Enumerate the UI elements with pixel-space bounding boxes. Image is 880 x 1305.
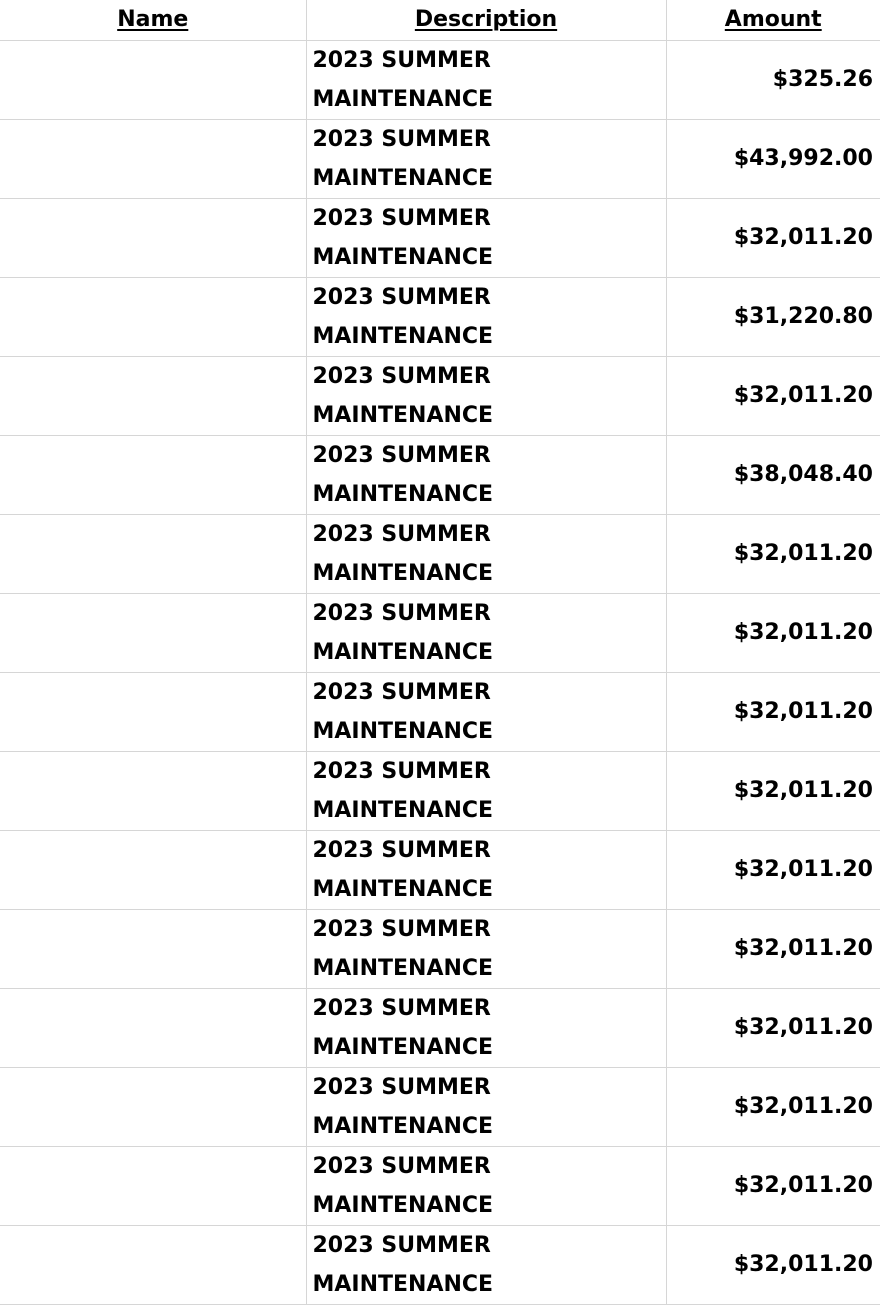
name-cell	[0, 514, 306, 593]
table-row	[0, 356, 880, 435]
description-cell	[306, 1146, 666, 1225]
table-row	[0, 198, 880, 277]
table-row	[0, 593, 880, 672]
description-line-1: 2023 SUMMER	[312, 995, 491, 1021]
description-line-1: 2023 SUMMER	[312, 205, 491, 231]
name-cell	[0, 751, 306, 830]
description-line-1: 2023 SUMMER	[312, 837, 491, 863]
amount-cell: $32,011.20	[666, 1067, 880, 1146]
table-row	[0, 514, 880, 593]
description-line-2: MAINTENANCE	[312, 481, 494, 507]
name-cell	[0, 593, 306, 672]
description-line-2: MAINTENANCE	[312, 1192, 494, 1218]
name-cell	[0, 1146, 306, 1225]
description-line-2: MAINTENANCE	[312, 876, 494, 902]
name-cell	[0, 40, 306, 119]
description-line-2: MAINTENANCE	[312, 1034, 494, 1060]
name-cell	[0, 909, 306, 988]
amount-cell: $38,048.40	[666, 435, 880, 514]
description-cell	[306, 830, 666, 909]
description-cell	[306, 356, 666, 435]
description-cell	[306, 277, 666, 356]
amount-cell: $32,011.20	[666, 198, 880, 277]
amount-cell: $32,011.20	[666, 1146, 880, 1225]
name-column-header: Name	[0, 0, 306, 40]
description-cell	[306, 198, 666, 277]
description-line-2: MAINTENANCE	[312, 797, 494, 823]
description-line-1: 2023 SUMMER	[312, 758, 491, 784]
description-line-2: MAINTENANCE	[312, 1113, 494, 1139]
description-line-2: MAINTENANCE	[312, 244, 494, 270]
description-cell	[306, 909, 666, 988]
description-line-1: 2023 SUMMER	[312, 679, 491, 705]
table-row	[0, 119, 880, 198]
amount-column-header: Amount	[666, 0, 880, 40]
name-cell	[0, 356, 306, 435]
description-cell	[306, 1067, 666, 1146]
table-row	[0, 277, 880, 356]
table-row	[0, 672, 880, 751]
description-line-1: 2023 SUMMER	[312, 442, 491, 468]
name-cell	[0, 988, 306, 1067]
table-row	[0, 1067, 880, 1146]
description-cell	[306, 593, 666, 672]
name-cell	[0, 119, 306, 198]
name-cell	[0, 1225, 306, 1304]
table-row	[0, 40, 880, 119]
description-line-2: MAINTENANCE	[312, 639, 494, 665]
description-cell	[306, 119, 666, 198]
description-line-1: 2023 SUMMER	[312, 1074, 491, 1100]
amount-cell: $325.26	[666, 40, 880, 119]
description-line-1: 2023 SUMMER	[312, 47, 491, 73]
table-row	[0, 909, 880, 988]
description-line-1: 2023 SUMMER	[312, 521, 491, 547]
name-cell	[0, 198, 306, 277]
amount-cell: $32,011.20	[666, 672, 880, 751]
amount-cell: $32,011.20	[666, 1225, 880, 1304]
amount-cell: $32,011.20	[666, 356, 880, 435]
name-cell	[0, 277, 306, 356]
description-line-2: MAINTENANCE	[312, 86, 494, 112]
description-line-2: MAINTENANCE	[312, 402, 494, 428]
description-line-2: MAINTENANCE	[312, 955, 494, 981]
amount-cell: $43,992.00	[666, 119, 880, 198]
table-row	[0, 988, 880, 1067]
description-line-2: MAINTENANCE	[312, 560, 494, 586]
amount-cell: $32,011.20	[666, 830, 880, 909]
description-cell	[306, 1225, 666, 1304]
name-cell	[0, 830, 306, 909]
description-cell	[306, 751, 666, 830]
amount-cell: $32,011.20	[666, 751, 880, 830]
description-line-1: 2023 SUMMER	[312, 600, 491, 626]
description-line-2: MAINTENANCE	[312, 1271, 494, 1297]
description-cell	[306, 672, 666, 751]
description-cell	[306, 514, 666, 593]
description-line-1: 2023 SUMMER	[312, 363, 491, 389]
description-line-1: 2023 SUMMER	[312, 1153, 491, 1179]
amount-cell: $32,011.20	[666, 909, 880, 988]
description-line-2: MAINTENANCE	[312, 718, 494, 744]
description-cell	[306, 40, 666, 119]
description-cell	[306, 435, 666, 514]
description-line-1: 2023 SUMMER	[312, 916, 491, 942]
description-line-1: 2023 SUMMER	[312, 284, 491, 310]
table-row	[0, 751, 880, 830]
table-row	[0, 830, 880, 909]
name-cell	[0, 435, 306, 514]
description-line-2: MAINTENANCE	[312, 323, 494, 349]
table-row	[0, 1225, 880, 1304]
amount-cell: $31,220.80	[666, 277, 880, 356]
description-line-2: MAINTENANCE	[312, 165, 494, 191]
amount-cell: $32,011.20	[666, 988, 880, 1067]
table-row	[0, 435, 880, 514]
amount-cell: $32,011.20	[666, 514, 880, 593]
header-row	[0, 0, 880, 40]
description-line-1: 2023 SUMMER	[312, 126, 491, 152]
table-body	[0, 40, 880, 1304]
description-cell	[306, 988, 666, 1067]
name-cell	[0, 1067, 306, 1146]
table-row	[0, 1146, 880, 1225]
description-column-header: Description	[306, 0, 666, 40]
name-cell	[0, 672, 306, 751]
description-line-1: 2023 SUMMER	[312, 1232, 491, 1258]
amount-cell: $32,011.20	[666, 593, 880, 672]
